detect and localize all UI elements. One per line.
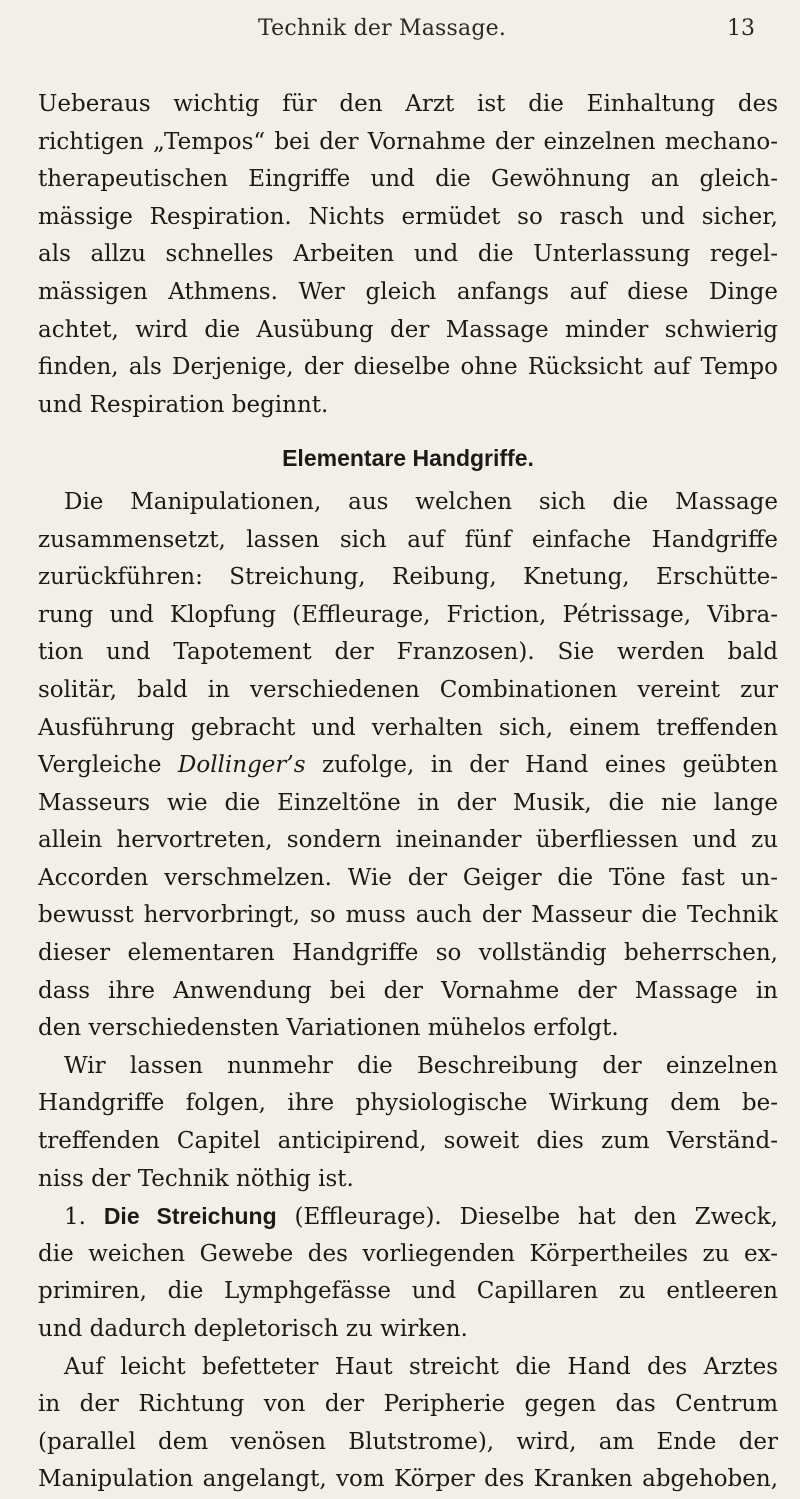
- text-line: rung und Klopfung (Effleurage, Friction, Pétrissage, Vibra-: [38, 601, 778, 628]
- running-head: Technik der Massage.: [258, 16, 507, 41]
- text-line: den verschiedensten Variationen mühelos erfolgt.: [38, 1015, 619, 1042]
- text-line: Masseurs wie die Einzeltöne in der Musik, die nie lange: [38, 789, 778, 816]
- text-line: zusammensetzt, lassen sich auf fünf einfache Handgriffe: [38, 526, 778, 553]
- text-line: Ausführung gebracht und verhalten sich, einem treffenden: [38, 714, 778, 741]
- text-segment: (Effleurage). Dieselbe hat den Zweck,: [276, 1204, 778, 1231]
- text-line: treffenden Capitel anticipirend, soweit dies zum Verständ-: [38, 1128, 778, 1155]
- text-line: Manipulation angelangt, vom Körper des Kranken abgehoben,: [38, 1466, 778, 1493]
- text-line: Die Manipulationen, aus welchen sich die Massage: [64, 488, 778, 515]
- text-line: richtigen „Tempos“ bei der Vornahme der einzelnen mechano-: [38, 128, 778, 155]
- text-line: Handgriffe folgen, ihre physiologische Wirkung dem be-: [38, 1090, 778, 1117]
- text-line: Ueberaus wichtig für den Arzt ist die Einhaltung des: [38, 91, 778, 117]
- text-line: und dadurch depletorisch zu wirken.: [38, 1316, 468, 1342]
- text-line: die weichen Gewebe des vorliegenden Körpertheiles zu ex-: [38, 1240, 778, 1267]
- text-line: mässige Respiration. Nichts ermüdet so rasch und sicher,: [38, 203, 778, 230]
- author-name: Dollinger’s: [177, 752, 306, 779]
- text-segment: Vergleiche: [38, 752, 178, 779]
- body-text: [38, 86, 778, 1499]
- text-line: [38, 1198, 778, 1236]
- text-line: Accorden verschmelzen. Wie der Geiger die Töne fast un-: [38, 864, 778, 891]
- text-line: dieser elementaren Handgriffe so vollständig beherrschen,: [38, 940, 778, 967]
- text-line: mässigen Athmens. Wer gleich anfangs auf diese Dinge: [38, 278, 778, 305]
- text-line: dass ihre Anwendung bei der Vornahme der Massage in: [38, 977, 778, 1004]
- text-line: und Respiration beginnt.: [38, 391, 329, 418]
- text-line: solitär, bald in verschiedenen Combinationen vereint zur: [38, 676, 778, 703]
- text-line: zurückführen: Streichung, Reibung, Knetung, Erschütte-: [38, 564, 778, 591]
- text-line: Wir lassen nunmehr die Beschreibung der einzelnen: [64, 1052, 778, 1079]
- text-line: allein hervortreten, sondern ineinander überfliessen und zu: [38, 827, 778, 854]
- text-line: (parallel dem venösen Blutstrome), wird, am Ende der: [38, 1428, 778, 1455]
- text-line: achtet, wird die Ausübung der Massage minder schwierig: [38, 316, 778, 343]
- text-line: [38, 747, 778, 785]
- section-heading: Elementare Handgriffe.: [282, 445, 534, 472]
- text-line: primiren, die Lymphgefässe und Capillaren zu entleeren: [38, 1278, 778, 1305]
- text-line: bewusst hervorbringt, so muss auch der Masseur die Technik: [38, 902, 778, 929]
- text-line: in der Richtung von der Peripherie gegen das Centrum: [38, 1391, 778, 1418]
- text-line: niss der Technik nöthig ist.: [38, 1165, 354, 1192]
- text-line: als allzu schnelles Arbeiten und die Unterlassung regel-: [38, 241, 778, 268]
- text-segment: zufolge, in der Hand eines geübten: [305, 752, 778, 779]
- term-heading: Die Streichung: [103, 1203, 277, 1230]
- page-number: 13: [727, 16, 755, 41]
- text-line: therapeutischen Eingriffe und die Gewöhnung an gleich-: [38, 166, 778, 193]
- item-number: 1.: [64, 1204, 104, 1231]
- text-line: Auf leicht befetteter Haut streicht die Hand des Arztes: [64, 1353, 778, 1380]
- text-line: tion und Tapotement der Franzosen). Sie werden bald: [38, 639, 778, 666]
- text-line: finden, als Derjenige, der dieselbe ohne Rücksicht auf Tempo: [38, 354, 778, 381]
